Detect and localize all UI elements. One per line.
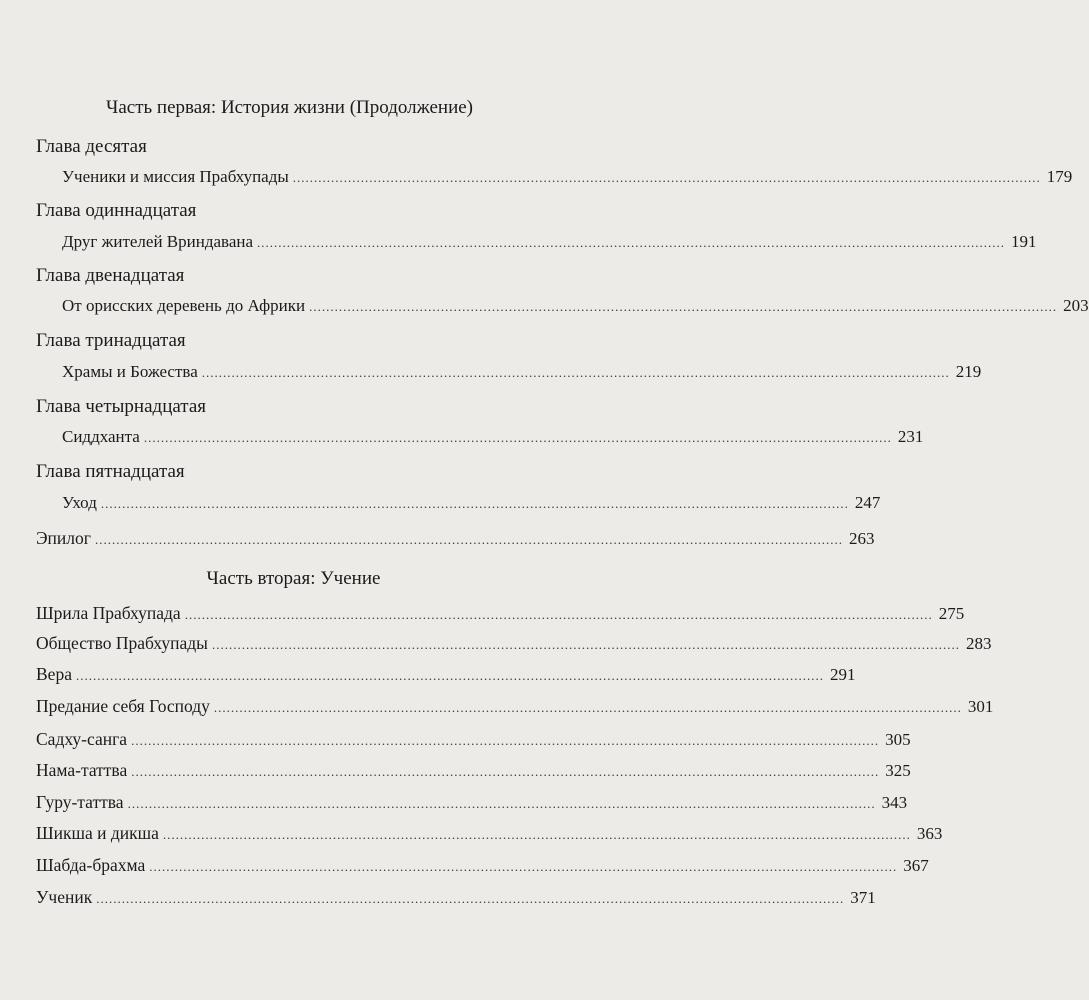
chapter-heading: Глава тринадцатая [36, 330, 186, 351]
page-number: 291 [829, 665, 856, 684]
page-number: 343 [881, 793, 908, 812]
page-number: 191 [1011, 232, 1037, 251]
entry-title: Шикша и дикша [36, 823, 159, 843]
toc-entry[interactable] [36, 822, 943, 846]
entry-title: Храмы и Божества [62, 362, 198, 381]
page-number: 263 [848, 529, 875, 548]
entry-title: Нама-таттва [36, 760, 128, 780]
part-two-title: Часть вторая: Учение [206, 568, 381, 589]
entry-title: Уход [62, 493, 97, 512]
toc-entry[interactable] [36, 632, 992, 656]
page-number: 179 [1046, 167, 1073, 186]
toc-entry-epilogue[interactable] [36, 527, 875, 551]
dot-leader: ................................................................................................................................................................................ [309, 299, 1058, 314]
dot-leader: ................................................................................................................................................................................ [96, 891, 845, 906]
entry-title: Гуру-таттва [36, 792, 124, 812]
entry-title: Друг жителей Вриндавана [62, 232, 254, 251]
entry-title: Вера [36, 664, 72, 684]
entry-title: Садху-санга [36, 729, 128, 749]
toc-entry[interactable] [36, 759, 911, 783]
page-number: 247 [854, 493, 881, 512]
dot-leader: ................................................................................................................................................................................ [94, 532, 843, 547]
chapter-heading: Глава двенадцатая [36, 265, 185, 286]
chapter-heading: Глава четырнадцатая [36, 396, 207, 417]
dot-leader: ................................................................................................................................................................................ [211, 637, 960, 652]
page-number: 305 [885, 730, 911, 749]
dot-leader: ................................................................................................................................................................................ [131, 733, 880, 748]
toc-entry[interactable] [36, 663, 856, 687]
dot-leader: ................................................................................................................................................................................ [149, 859, 898, 874]
page-number: 367 [903, 856, 929, 875]
toc-entry[interactable] [36, 791, 908, 815]
dot-leader: ................................................................................................................................................................................ [131, 764, 880, 779]
toc-entry[interactable] [36, 886, 876, 910]
toc-entry[interactable] [36, 602, 965, 626]
page-number: 301 [967, 697, 994, 716]
page-number: 203 [1063, 296, 1089, 315]
entry-title: Ученик [36, 887, 93, 907]
toc-entry[interactable] [62, 361, 982, 384]
part-one-title: Часть первая: История жизни (Продолжение) [105, 97, 473, 118]
toc-entry[interactable] [62, 426, 924, 449]
page-number: 275 [938, 604, 965, 623]
dot-leader: ................................................................................................................................................................................ [143, 430, 892, 445]
dot-leader: ................................................................................................................................................................................ [292, 170, 1041, 185]
dot-leader: ................................................................................................................................................................................ [184, 607, 933, 622]
dot-leader: ................................................................................................................................................................................ [257, 235, 1006, 250]
toc-entry[interactable] [36, 695, 994, 719]
toc-entry[interactable] [62, 231, 1037, 254]
entry-title: Предание себя Господу [36, 696, 210, 716]
toc-entry[interactable] [62, 295, 1089, 318]
dot-leader: ................................................................................................................................................................................ [127, 796, 876, 811]
dot-leader: ................................................................................................................................................................................ [201, 365, 950, 380]
chapter-heading: Глава пятнадцатая [36, 461, 185, 482]
dot-leader: ................................................................................................................................................................................ [213, 700, 962, 715]
chapter-heading: Глава десятая [36, 136, 147, 157]
entry-title: Шрила Прабхупада [36, 603, 181, 623]
entry-title: Шабда-брахма [36, 855, 146, 875]
dot-leader: ................................................................................................................................................................................ [162, 827, 911, 842]
entry-title: Общество Прабхупады [36, 633, 208, 653]
toc-entry[interactable] [36, 728, 911, 752]
entry-title: Сиддханта [62, 427, 140, 446]
chapter-heading: Глава одиннадцатая [36, 200, 197, 221]
entry-title: Эпилог [36, 528, 91, 548]
page-number: 231 [897, 427, 924, 446]
page-number: 363 [916, 824, 943, 843]
entry-title: Ученики и миссия Прабхупады [62, 167, 289, 186]
dot-leader: ................................................................................................................................................................................ [100, 496, 849, 511]
page-number: 325 [885, 761, 911, 780]
toc-entry[interactable] [62, 166, 1073, 189]
entry-title: От орисских деревень до Африки [62, 296, 306, 315]
page-number: 283 [965, 634, 992, 653]
page-number: 371 [850, 888, 876, 907]
toc-entry[interactable] [62, 492, 881, 515]
toc-entry[interactable] [36, 854, 929, 878]
page-number: 219 [955, 362, 982, 381]
dot-leader: ................................................................................................................................................................................ [75, 668, 824, 683]
